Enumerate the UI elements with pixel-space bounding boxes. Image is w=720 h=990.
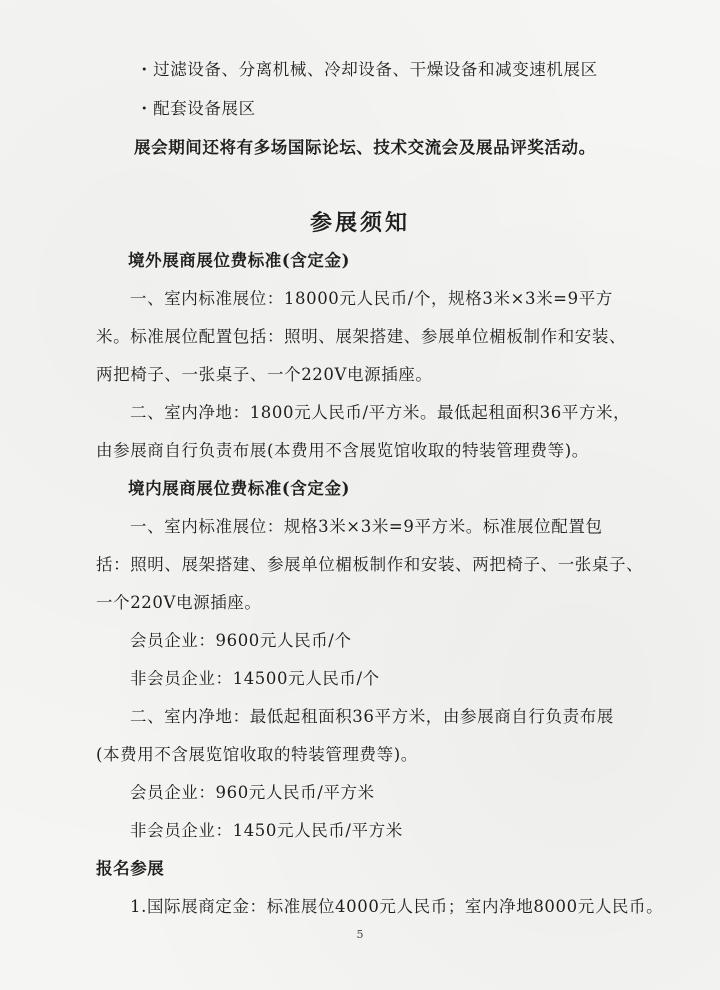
domestic-standard-booth-line1: 一、室内标准展位：规格3米×3米=9平方米。标准展位配置包 [130, 517, 603, 536]
overseas-raw-space-line1: 二、室内净地：1800元人民币/平方米。最低起租面积36平方米， [130, 403, 631, 422]
overseas-raw-space-line2: 由参展商自行负责布展(本费用不含展览馆收取的特装管理费等)。 [96, 441, 589, 460]
domestic-standard-booth-line3: 一个220V电源插座。 [96, 593, 262, 612]
registration-heading: 报名参展 [96, 859, 165, 878]
registration-item-1: 1.国际展商定金：标准展位4000元人民币；室内净地8000元人民币。 [130, 897, 664, 916]
domestic-raw-space-line1: 二、室内净地：最低起租面积36平方米，由参展商自行负责布展 [130, 707, 614, 726]
member-booth-price: 会员企业：9600元人民币/个 [130, 631, 352, 650]
overseas-fee-heading: 境外展商展位费标准(含定金) [128, 251, 351, 270]
domestic-fee-heading: 境内展商展位费标准(含定金) [128, 479, 351, 498]
domestic-raw-space-line2: (本费用不含展览馆收取的特装管理费等)。 [96, 745, 418, 764]
overseas-standard-booth-line2: 米。标准展位配置包括：照明、展架搭建、参展单位楣板制作和安装、 [96, 327, 627, 346]
overseas-standard-booth-line3: 两把椅子、一张桌子、一个220V电源插座。 [96, 365, 433, 384]
page-number: 5 [356, 928, 364, 941]
event-activities-note: 展会期间还将有多场国际论坛、技术交流会及展品评奖活动。 [134, 138, 596, 157]
nonmember-booth-price: 非会员企业：14500元人民币/个 [130, 669, 380, 688]
exhibit-area-supporting: ・配套设备展区 [136, 99, 256, 118]
exhibit-area-filtration: ・过滤设备、分离机械、冷却设备、干燥设备和减变速机展区 [136, 60, 598, 79]
domestic-standard-booth-line2: 括：照明、展架搭建、参展单位楣板制作和安装、两把椅子、一张桌子、 [96, 555, 644, 574]
overseas-standard-booth-line1: 一、室内标准展位：18000元人民币/个，规格3米×3米=9平方 [130, 289, 613, 308]
section-title: 参展须知 [309, 210, 410, 236]
member-space-price: 会员企业：960元人民币/平方米 [130, 783, 375, 802]
nonmember-space-price: 非会员企业：1450元人民币/平方米 [130, 821, 403, 840]
